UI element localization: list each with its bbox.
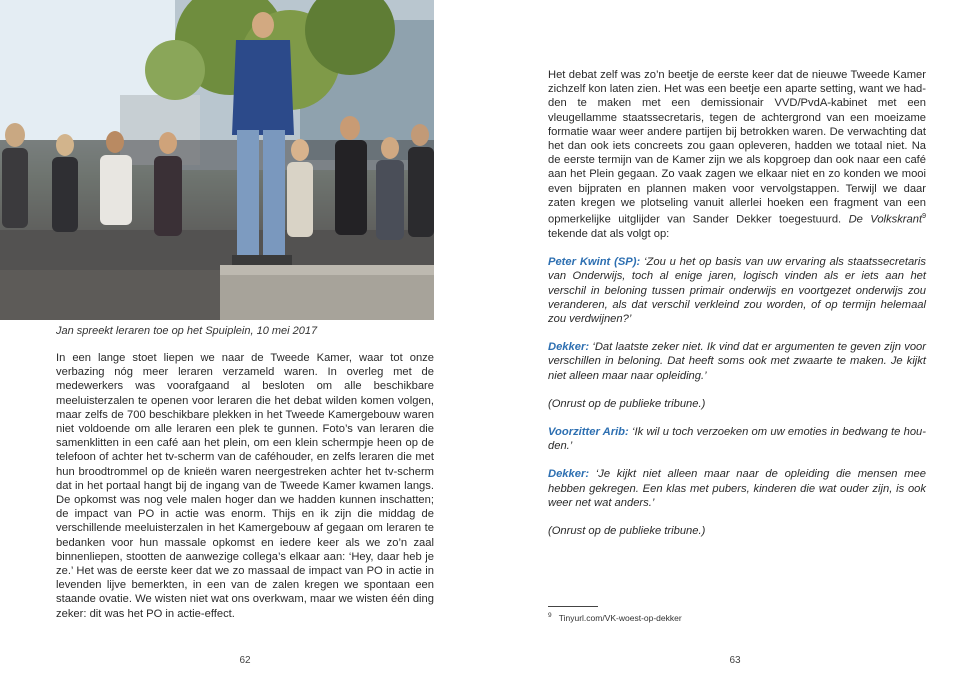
speaker-label: Dekker: (548, 341, 590, 354)
quote-text: ‘Je kijkt niet alleen maar naar de opleiding die mensen mee hebben gekregen. Een klas met pubers, kinderen die wat ouder zijn, is ook weer net wat anders.’ (548, 468, 926, 509)
quote-text: (Onrust op de publieke tribune.) (548, 397, 706, 410)
quote-text: ‘Dat laatste zeker niet. Ik vind dat er argumenten te geven zijn voor verschillen in beloning. Dat heeft soms ook met zwaarte te maken. Je kijkt niet alleen maar naar opleiding.’ (548, 341, 926, 382)
speaker-label: Dekker: (548, 468, 590, 481)
footnote (548, 612, 682, 623)
quote-dekker-1 (548, 340, 926, 383)
quote-dekker-2 (548, 467, 926, 510)
intro-tail: tekende dat als volgt op: (548, 227, 670, 240)
right-body-text (548, 68, 926, 538)
stage-direction-1 (548, 397, 926, 411)
intro-text: Het debat zelf was zo’n beetje de eerste keer dat de nieuwe Tweede Kamer zichzelf kon laten zien. Het was een beetje een aparte setting, want we hadden te maken met een demissionair VVD/PvdA-kabinet met een vleugellamme staatssecretaris, tegen de achtergrond van een moeizame formatie waar weer andere partijen bij betrokken waren. De verwachting dat het dan ook iets concreets zou gaan opleveren, hadden we totaal niet. Na de eerste termijn van de Kamer zijn we als kopgroep dan ook naar een café aan het Plein gegaan. Zo vaak zagen we elkaar niet en zo konden we mooi even bijpraten en plannen maken voor vervolgstappen. Terwijl we daar zaten kregen we plotseling vanuit allerlei hoeken een fragment van een opmerkelijke uitglijder van Sander Dekker toegestuurd. (548, 69, 926, 226)
footnote-divider (548, 606, 598, 607)
quote-arib (548, 425, 926, 453)
speaker-label: Peter Kwint (SP): (548, 256, 641, 269)
left-body-text (56, 351, 434, 621)
page-number-right: 63 (729, 655, 741, 666)
footnote-ref: 9 (922, 213, 926, 221)
footnote-number: 9 (548, 612, 552, 619)
photo-caption: Jan spreekt leraren toe op het Spuiplein, 10 mei 2017 (56, 325, 318, 337)
left-paragraph: In een lange stoet liepen we naar de Tweede Kamer, waar tot onze verbazing nóg meer leraren verzameld waren. In overleg met de medewerkers was voorafgaand al besloten om alle beschikbare meeluisterzalen te openen voor leraren die het debat wilden komen volgen, maar zelfs de 700 beschikbare plekken in het Tweede Kamergebouw waren niet voldoende om alle leraren een plek te gunnen. Foto’s van leraren die samenklitten in een café aan het plein, om een klein schermpje heen op de telefoon of achter het tv-scherm van de caféhouder, en zelfs leraren die met hun broodtrommel op de knieën waren neergestreken achter het tv-scherm dat in het portaal hangt bij de ingang van de Tweede Kamer kwamen langs. De opkomst was nog vele malen hoger dan we hadden kunnen inschatten; de impact van PO in actie was enorm. Thijs en ik zijn die middag de verschillende meeluisterzalen in het Kamergebouw af gegaan om leraren te bedanken voor hun massale opkomst en iedere keer als we zo’n zaal binnenliepen, stootten de aanwezige collega’s elkaar aan: ‘Hey, daar heb je ze.’ Het was de eerste keer dat we zo massaal de impact van PO in actie in levenden lijve bemerkten, in een van de zalen kregen we spontaan een staande ovatie. We wisten niet wat ons overkwam, maar we wisten één ding zeker: dit was het PO in actie-effect. (56, 352, 434, 620)
right-page (490, 0, 980, 692)
protest-photo-illustration (0, 0, 434, 320)
footnote-link[interactable]: Tinyurl.com/VK-woest-op-dekker (558, 612, 682, 623)
protest-photo (0, 0, 434, 320)
speaker-label: Voorzitter Arib: (548, 426, 629, 438)
stage-direction-2 (548, 524, 926, 538)
page-number-left: 62 (239, 655, 251, 666)
quote-kwint (548, 255, 926, 326)
quote-text: ‘Zou u het op basis van uw ervaring als staatssecretaris van Onderwijs, toch al enige jaren, logisch vinden als er iets aan het verschil in beloning tussen primair onderwijs en voortgezet onderwijs zou veranderen, als dat verschil verkleind zou worden, of op termijn helemaal zou verdwijnen?’ (548, 256, 926, 325)
intro-paragraph (548, 68, 926, 241)
quote-text: ‘Ik wil u toch verzoeken om uw emoties in bedwang te houden.’ (548, 426, 926, 453)
quote-text: (Onrust op de publieke tribune.) (548, 525, 706, 538)
intro-source: De Volkskrant (848, 213, 923, 226)
